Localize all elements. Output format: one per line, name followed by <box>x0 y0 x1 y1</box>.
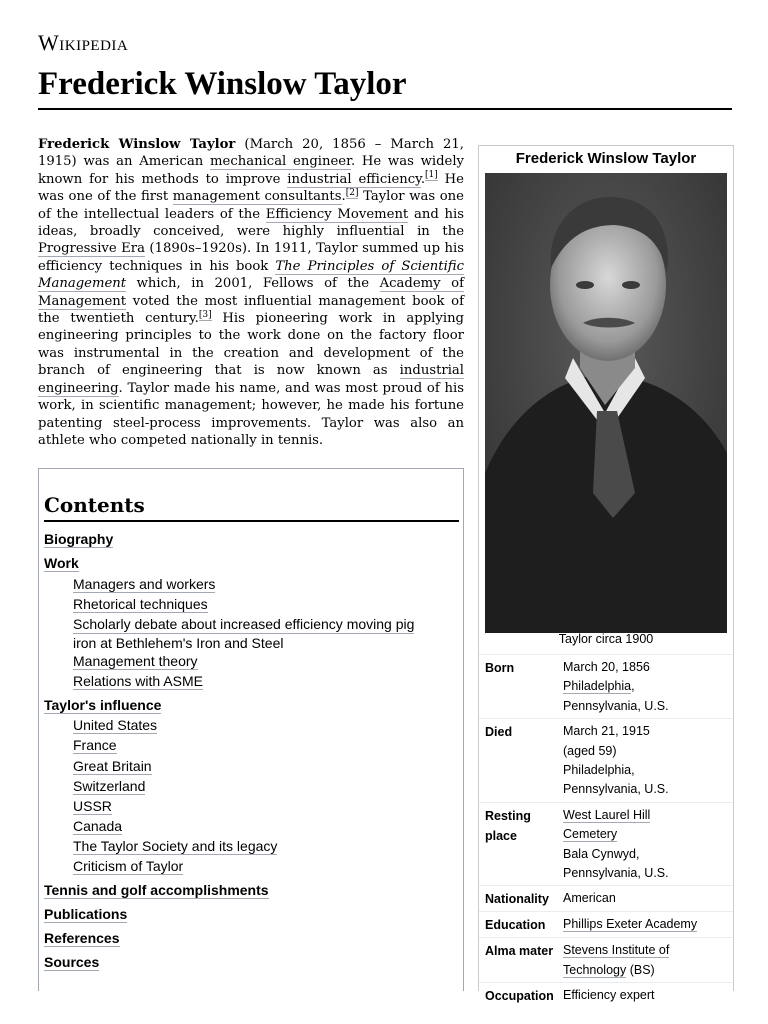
link-west-laurel-hill[interactable]: West Laurel Hill <box>563 807 651 822</box>
infobox-row-education: Education Phillips Exeter Academy <box>479 911 733 937</box>
link-progressive-era[interactable]: Progressive Era <box>38 241 145 257</box>
portrait-caption: Taylor circa 1900 <box>558 632 654 646</box>
toc-item-tennis-golf[interactable]: Tennis and golf accomplishments <box>44 882 269 899</box>
toc-item-switzerland[interactable]: Switzerland <box>73 777 146 794</box>
page-title: Frederick Winslow Taylor <box>38 66 407 102</box>
toc-list <box>44 530 459 974</box>
infobox-row-resting-place: Resting place West Laurel Hill Cemetery Bala Cynwyd, Pennsylvania, U.S. <box>479 802 733 886</box>
link-industrial-engineering[interactable]: industrial engineering <box>38 363 464 396</box>
toc-item-united-states[interactable]: United States <box>73 717 158 734</box>
link-efficiency-movement[interactable]: Efficiency Movement <box>265 206 409 222</box>
link-principles-book[interactable]: The Principles of Scientific Management <box>38 258 464 292</box>
infobox-row-born: Born March 20, 1856 Philadelphia, Pennsylvania, U.S. <box>479 654 733 718</box>
toc-item-management-theory[interactable]: Management theory <box>73 652 198 669</box>
toc-item-taylors-influence[interactable]: Taylor's influence <box>44 696 162 713</box>
toc-item-biography[interactable]: Biography <box>44 531 114 547</box>
toc-title: Contents <box>44 493 459 522</box>
infobox-title: Frederick Winslow Taylor <box>515 150 697 167</box>
link-philadelphia[interactable]: Philadelphia <box>563 679 632 694</box>
ref-2[interactable]: [2] <box>345 187 359 198</box>
toc-item-ussr[interactable]: USSR <box>73 797 112 814</box>
toc-item-great-britain[interactable]: Great Britain <box>73 757 152 774</box>
link-management-consultants[interactable]: management consultants <box>172 189 342 205</box>
lead-subject: Frederick Winslow Taylor <box>38 137 236 152</box>
title-divider <box>38 108 732 110</box>
ref-3[interactable]: [3] <box>198 309 212 320</box>
toc-item-canada[interactable]: Canada <box>73 818 123 835</box>
link-mechanical-engineer[interactable]: mechanical engineer <box>210 154 351 170</box>
toc-item-sources[interactable]: Sources <box>44 954 100 971</box>
lead-paragraph: Frederick Winslow Taylor (March 20, 1856 – March 21, 1915) was an American mechanical engineer. He was widely known for his methods to improve industrial efficiency.[1] He was one of the first management consultants.[2] Taylor was one of the intellectual leaders of the Efficiency Movement and his ideas, broadly conceived, were highly influential in the Progressive Era (1890s–1920s). In 1911, Taylor summed up his efficiency techniques in his book The Principles of Scientific Management which, in 2001, Fellows of the Academy of Management voted the most influential management book of the twentieth century.[3] His pioneering work in applying engineering principles to the work done on the factory floor was instrumental in the creation and development of the branch of engineering that is now known as industrial engineering. Taylor made his name, and was most proud of his work, in scientific management; however, he made his fortune patenting steel-process improvements. Taylor was also an athlete who competed nationally in tennis. <box>38 137 465 448</box>
link-technology[interactable]: Technology <box>563 962 627 977</box>
infobox-row-alma-mater: Alma mater Stevens Institute of Technology (BS) <box>479 937 733 982</box>
link-phillips-exeter[interactable]: Phillips Exeter Academy <box>563 917 698 932</box>
toc-item-criticism[interactable]: Criticism of Taylor <box>73 858 184 875</box>
infobox-row-died: Died March 21, 1915 (aged 59) Philadelphia, Pennsylvania, U.S. <box>479 718 733 802</box>
toc-item-taylor-society[interactable]: The Taylor Society and its legacy <box>73 838 278 855</box>
toc-item-managers-and-workers[interactable]: Managers and workers <box>73 575 216 592</box>
toc-item-work[interactable]: Work <box>44 555 79 572</box>
link-stevens-institute[interactable]: Stevens Institute of <box>563 943 670 958</box>
wikipedia-wordmark[interactable]: Wikipedia <box>38 30 129 55</box>
toc-item-rhetorical-techniques[interactable]: Rhetorical techniques <box>73 595 208 612</box>
infobox-row-nationality: Nationality American <box>479 885 733 911</box>
infobox <box>478 145 734 1004</box>
portrait-photo[interactable] <box>485 173 727 633</box>
link-cemetery[interactable]: Cemetery <box>563 827 618 842</box>
toc-item-publications[interactable]: Publications <box>44 906 128 923</box>
infobox-row-occupation: Occupation Efficiency expert <box>479 982 733 1008</box>
link-academy-of-management[interactable]: Academy of Management <box>38 276 464 309</box>
link-industrial-efficiency[interactable]: industrial efficiency <box>287 171 421 187</box>
toc-item-france[interactable]: France <box>73 737 117 754</box>
toc-item-relations-with-asme[interactable]: Relations with ASME <box>73 672 203 689</box>
portrait-image <box>485 173 727 633</box>
infobox-table <box>479 654 733 1008</box>
toc-item-references[interactable]: References <box>44 930 120 947</box>
toc-item-scholarly-debate[interactable]: Scholarly debate about increased efficiency moving pig iron at Bethlehem's Iron and Steel <box>73 616 415 652</box>
table-of-contents <box>38 468 464 991</box>
ref-1[interactable]: [1] <box>425 170 438 181</box>
